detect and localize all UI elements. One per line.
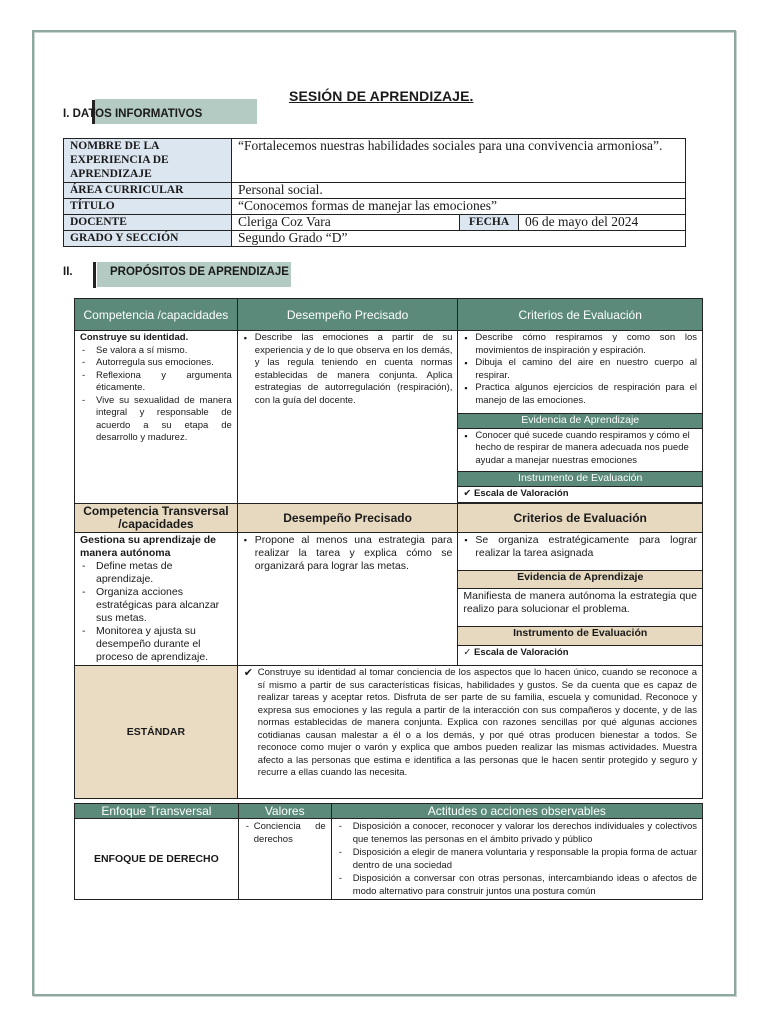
criterio-item: ▪ Dibuja el camino del aire en nuestro cuerpo al respirar. [463, 357, 697, 382]
capacidad-item: - Reflexiona y argumenta éticamente. [80, 370, 232, 395]
actitud-item: - Disposición a conversar con otras personas, intercambiando ideas o afectos de modo alternativo para construir juntos una postura común [337, 872, 697, 898]
capacidad-item: - Monitorea y ajusta su desempeño durante el proceso de aprendizaje. [80, 625, 232, 664]
titulo-value: “Conocemos formas de manejar las emociones” [232, 199, 686, 215]
capacidad-item: - Autorregula sus emociones. [80, 357, 232, 370]
datos-informativos-table [63, 138, 686, 247]
instrumento-text: Escala de Valoración [474, 487, 569, 499]
check-icon: ✔ [463, 487, 474, 499]
instrumento-cell [458, 486, 703, 502]
estandar-label: ESTÁNDAR [75, 666, 238, 799]
header-desempeno-transversal: Desempeño Precisado [237, 504, 458, 533]
transversal-title: Gestiona su aprendizaje de manera autónoma [80, 534, 216, 559]
evidencia-header-transversal: Evidencia de Aprendizaje [458, 571, 703, 589]
desempeno-text: ▪ Propone al menos una estrategia para realizar la tarea y explica cómo se organizará para lograr las metas. [243, 534, 453, 573]
desempeno-transversal-cell [237, 533, 458, 666]
capacidad-item: - Organiza acciones estratégicas para alcanzar sus metas. [80, 586, 232, 625]
docente-label: DOCENTE [64, 215, 232, 231]
section2-bar [93, 262, 96, 288]
header-desempeno: Desempeño Precisado [237, 299, 458, 331]
document-title: SESIÓN DE APRENDIZAJE. [289, 88, 474, 104]
instrumento-transversal-cell [458, 645, 703, 665]
desempeno-text: ▪ Describe las emociones a partir de su experiencia y de lo que observa en los demás, y las regula teniendo en cuenta normas establecidas de manera conjunta. Aplica estrategias de autorregulación (respiración), con la guía del docente. [243, 332, 453, 407]
criterio-item: ▪ Se organiza estratégicamente para lograr realizar la tarea asignada [463, 534, 697, 560]
evidencia-transversal-text: Manifiesta de manera autónoma la estrategia que realizo para solucionar el problema. [458, 589, 703, 627]
actitudes-cell [331, 819, 702, 900]
enfoque-table [74, 803, 703, 900]
competencia-cell [75, 331, 238, 504]
header-enfoque: Enfoque Transversal [75, 804, 239, 819]
area-value: Personal social. [232, 183, 686, 199]
propositos-table [74, 298, 703, 799]
instrumento-header: Instrumento de Evaluación [458, 471, 703, 486]
capacidad-item: - Vive su sexualidad de manera integral y responsable de acuerdo a su etapa de desarrollo y madurez. [80, 395, 232, 445]
estandar-text: Construye su identidad al tomar conciencia de los aspectos que lo hacen único, cuando se reconoce a sí mismo a partir de sus características físicas, habilidades y gustos. Se da cuenta que es capaz de realizar tareas y aceptar retos. Disfruta de ser parte de su familia, escuela y comunidad. Reconoce y expresa sus emociones y las regula a partir de la interacción con sus compañeros y docente, y de las normas establecidas de manera conjunta. Explica con razones sencillas por qué algunas acciones cotidianas causan malestar a él o a los demás, y por qué otras producen bienestar a todos. Se reconoce como mujer o varón y explica que ambos pueden realizar las mismas actividades. Muestra afecto a las personas que estima e identifica a las personas que le hacen sentir protegido y seguro y recurre a ellas cuando las necesita. [257, 667, 697, 778]
estandar-cell [237, 666, 702, 799]
transversal-cell [75, 533, 238, 666]
evidencia-header: Evidencia de Aprendizaje [458, 413, 703, 428]
evidencia-text: ▪ Conocer qué sucede cuando respiramos y cómo el hecho de respirar de manera adecuada nos puede ayudar a manejar nuestras emociones [463, 430, 697, 468]
enfoque-name: ENFOQUE DE DERECHO [75, 819, 239, 900]
check-icon: ✔ [243, 667, 253, 679]
area-label: ÁREA CURRICULAR [64, 183, 232, 199]
section1-heading: I. DATOS INFORMATIVOS [63, 108, 203, 120]
evidencia-cell [458, 428, 703, 471]
instrumento-header-transversal: Instrumento de Evaluación [458, 627, 703, 645]
criterio-item: ▪ Practica algunos ejercicios de respiración para el manejo de las emociones. [463, 382, 697, 407]
capacidad-item: - Se valora a sí mismo. [80, 345, 232, 358]
criterio-item: ▪ Describe cómo respiramos y como son los movimientos de inspiración y espiración. [463, 332, 697, 357]
header-competencia: Competencia /capacidades [75, 299, 238, 331]
header-criterios: Criterios de Evaluación [458, 299, 703, 331]
fecha-value: 06 de mayo del 2024 [519, 215, 686, 231]
header-criterios-transversal: Criterios de Evaluación [458, 504, 703, 533]
actitud-item: - Disposición a elegir de manera voluntaria y responsable la propia forma de actuar dentro de una sociedad [337, 846, 697, 872]
desempeno-cell [237, 331, 458, 504]
titulo-label: TÍTULO [64, 199, 232, 215]
header-competencia-transversal: Competencia Transversal /capacidades [75, 504, 238, 533]
experiencia-value: “Fortalecemos nuestras habilidades sociales para una convivencia armoniosa”. [232, 139, 686, 183]
docente-value: Cleriga Coz Vara [232, 215, 460, 231]
capacidad-item: - Define metas de aprendizaje. [80, 560, 232, 586]
fecha-label: FECHA [460, 215, 519, 231]
actitud-item: - Disposición a conocer, reconocer y valorar los derechos individuales y colectivos que tenemos las personas en el ámbito privado y público [337, 820, 697, 846]
valores-cell [238, 819, 331, 900]
criterios-transversal-cell [458, 533, 703, 571]
experiencia-label: NOMBRE DE LA EXPERIENCIA DE APRENDIZAJE [64, 139, 232, 183]
section2-number: II. [63, 266, 73, 278]
grado-value: Segundo Grado “D” [232, 231, 686, 247]
section2-heading: PROPÓSITOS DE APRENDIZAJE [110, 266, 289, 278]
instrumento-text: Escala de Valoración [474, 646, 569, 658]
grado-label: GRADO Y SECCIÓN [64, 231, 232, 247]
header-actitudes: Actitudes o acciones observables [331, 804, 702, 819]
check-icon: ✓ [463, 646, 474, 658]
competencia-title: Construye su identidad. [80, 332, 189, 343]
criterios-cell [458, 331, 703, 414]
header-valores: Valores [238, 804, 331, 819]
valor-item: - Conciencia de derechos [244, 820, 326, 846]
